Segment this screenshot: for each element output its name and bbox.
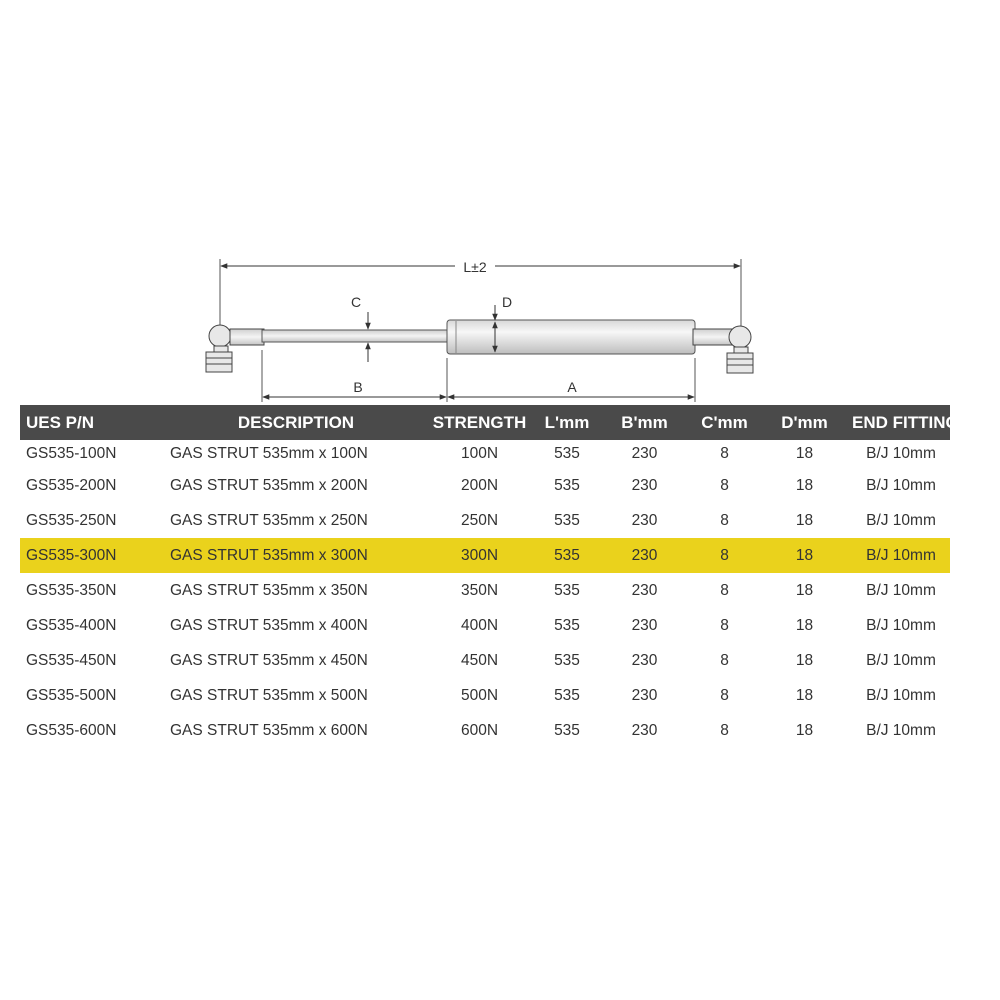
- cell-b-mm: 230: [597, 538, 692, 573]
- cell-description: GAS STRUT 535mm x 250N: [170, 511, 368, 529]
- cell-end-fittings: B/J 10mm: [866, 476, 936, 494]
- cell-d-mm: 18: [795, 445, 814, 462]
- cell-l-mm: 535: [554, 721, 580, 739]
- table-row: [20, 713, 950, 748]
- cell-c-mm: 8: [720, 445, 729, 462]
- cell-l-mm: 535: [554, 651, 580, 669]
- cell-part-number: GS535-300N: [20, 538, 170, 573]
- cell-strength: 350N: [460, 581, 499, 599]
- cell-l-mm: 535: [554, 581, 580, 599]
- cell-c-mm: 8: [720, 651, 729, 669]
- cell-part-number: GS535-500N: [26, 686, 117, 704]
- cell-c-mm: 8: [692, 538, 757, 573]
- cell-b-mm: 230: [631, 581, 658, 599]
- table-row: [20, 440, 950, 468]
- cell-part-number: GS535-200N: [26, 476, 117, 494]
- table-header-row: [20, 405, 950, 440]
- header-end-fittings: END FITTINGS: [852, 405, 950, 440]
- cell-d-mm: 18: [795, 476, 814, 494]
- cell-part-number: GS535-100N: [26, 445, 117, 462]
- body-length-dimension: [448, 358, 695, 402]
- cell-d-mm: 18: [757, 538, 852, 573]
- cell-d-mm: 18: [795, 721, 814, 739]
- cell-part-number: GS535-350N: [26, 581, 117, 599]
- cell-description: GAS STRUT 535mm x 300N: [170, 538, 422, 573]
- header-b-mm: B'mm: [597, 405, 692, 440]
- body-diameter-label: D: [501, 294, 513, 310]
- cylinder-body: [447, 320, 695, 354]
- header-strength: STRENGTH: [422, 405, 537, 440]
- table-row: [20, 608, 950, 643]
- cell-part-number: GS535-600N: [26, 721, 117, 739]
- cell-l-mm: 535: [554, 445, 580, 462]
- cell-c-mm: 8: [720, 476, 729, 494]
- cell-l-mm: 535: [554, 476, 580, 494]
- cell-description: GAS STRUT 535mm x 450N: [170, 651, 368, 669]
- cell-end-fittings: B/J 10mm: [866, 445, 936, 462]
- cell-description: GAS STRUT 535mm x 200N: [170, 476, 368, 494]
- overall-length-dimension: [220, 257, 741, 330]
- cell-b-mm: 230: [631, 616, 658, 634]
- header-l-mm: L'mm: [537, 405, 597, 440]
- rod-diameter-label: C: [350, 294, 362, 310]
- overall-length-label: L±2: [463, 259, 487, 275]
- spec-table: [20, 405, 971, 748]
- cell-c-mm: 8: [720, 581, 729, 599]
- cell-end-fittings: B/J 10mm: [866, 721, 936, 739]
- cell-b-mm: 230: [631, 721, 658, 739]
- cell-part-number: GS535-400N: [26, 616, 117, 634]
- body-length-label: A: [567, 379, 577, 395]
- cell-d-mm: 18: [795, 686, 814, 704]
- cell-description: GAS STRUT 535mm x 100N: [170, 445, 368, 462]
- cell-strength: 400N: [460, 616, 499, 634]
- right-ball-joint: [693, 326, 753, 373]
- cell-part-number: GS535-450N: [26, 651, 117, 669]
- cell-description: GAS STRUT 535mm x 400N: [170, 616, 368, 634]
- table-row: [20, 538, 950, 573]
- cell-c-mm: 8: [720, 721, 729, 739]
- table-row: [20, 468, 950, 503]
- cell-strength: 300N: [422, 538, 537, 573]
- header-part-number: UES P/N: [20, 405, 170, 440]
- cell-description: GAS STRUT 535mm x 350N: [170, 581, 368, 599]
- cell-strength: 200N: [460, 476, 499, 494]
- cell-d-mm: 18: [795, 616, 814, 634]
- cell-b-mm: 230: [631, 476, 658, 494]
- cell-d-mm: 18: [795, 511, 814, 529]
- cell-c-mm: 8: [720, 616, 729, 634]
- cell-d-mm: 18: [795, 651, 814, 669]
- cell-part-number: GS535-250N: [26, 511, 117, 529]
- cell-b-mm: 230: [631, 651, 658, 669]
- cell-l-mm: 535: [554, 616, 580, 634]
- cell-c-mm: 8: [720, 686, 729, 704]
- cell-strength: 250N: [460, 511, 499, 529]
- cell-strength: 500N: [460, 686, 499, 704]
- cell-end-fittings: B/J 10mm: [866, 686, 936, 704]
- cell-l-mm: 535: [554, 686, 580, 704]
- piston-rod: [262, 330, 450, 342]
- cell-d-mm: 18: [795, 581, 814, 599]
- cell-description: GAS STRUT 535mm x 600N: [170, 721, 368, 739]
- left-ball-joint: [206, 325, 264, 372]
- cell-b-mm: 230: [631, 686, 658, 704]
- table-row: [20, 503, 950, 538]
- cell-end-fittings: B/J 10mm: [866, 616, 936, 634]
- cell-description: GAS STRUT 535mm x 500N: [170, 686, 368, 704]
- cell-end-fittings: B/J 10mm: [866, 581, 936, 599]
- table-row: [20, 573, 950, 608]
- cell-b-mm: 230: [631, 445, 658, 462]
- cell-strength: 600N: [460, 721, 499, 739]
- cell-end-fittings: B/J 10mm: [866, 511, 936, 529]
- cell-strength: 450N: [460, 651, 499, 669]
- cell-b-mm: 230: [631, 511, 658, 529]
- header-description: DESCRIPTION: [170, 405, 422, 440]
- cell-c-mm: 8: [720, 511, 729, 529]
- cell-strength: 100N: [460, 445, 499, 462]
- gas-strut-diagram: [0, 240, 1000, 410]
- table-row: [20, 678, 950, 713]
- table-row: [20, 643, 950, 678]
- cell-l-mm: 535: [537, 538, 597, 573]
- cell-end-fittings: B/J 10mm: [866, 651, 936, 669]
- rod-length-label: B: [353, 379, 363, 395]
- header-c-mm: C'mm: [692, 405, 757, 440]
- header-d-mm: D'mm: [757, 405, 852, 440]
- cell-end-fittings: B/J 10mm: [852, 538, 950, 573]
- rod-length-dimension: [262, 350, 447, 402]
- cell-l-mm: 535: [554, 511, 580, 529]
- rod-diameter-dimension: [351, 294, 368, 362]
